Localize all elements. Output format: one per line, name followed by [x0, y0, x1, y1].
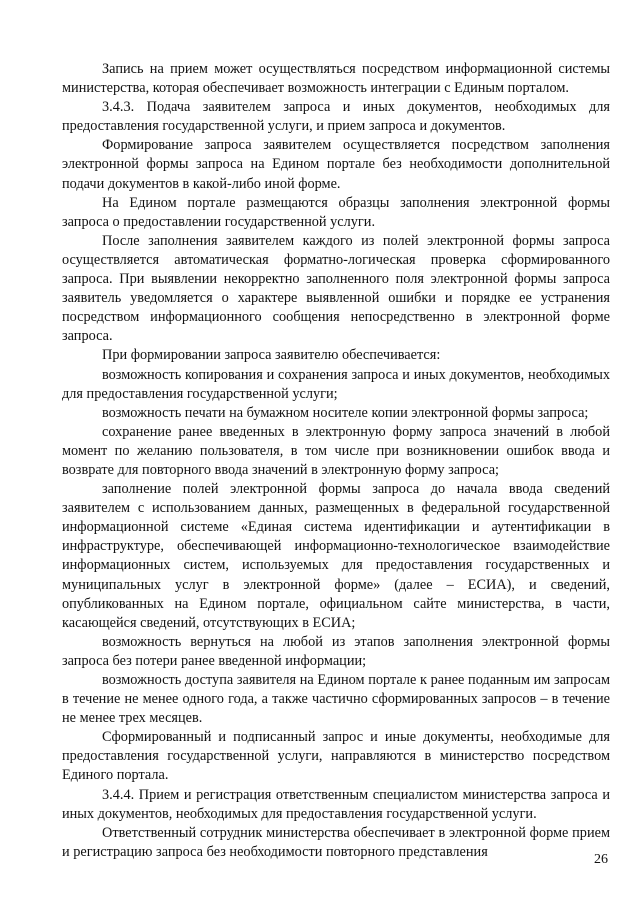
paragraph: возможность вернуться на любой из этапов заполнения электронной формы запроса без потери ранее введенной информации;	[62, 633, 610, 669]
paragraph: сохранение ранее введенных в электронную форму запроса значений в любой момент по желанию пользователя, в том числе при возникновении ошибок ввода и возврате для повторного ввода значений в электронную форму запроса;	[62, 423, 610, 478]
paragraph: Формирование запроса заявителем осуществляется посредством заполнения электронной формы запроса на Едином портале без необходимости дополнительной подачи документов в какой-либо иной форме.	[62, 137, 610, 192]
paragraph: возможность копирования и сохранения запроса и иных документов, необходимых для предоставления государственной услуги;	[62, 366, 610, 402]
paragraph: 3.4.4. Прием и регистрация ответственным специалистом министерства запроса и иных документов, необходимых для предоставления государственной услуги.	[62, 786, 610, 822]
paragraph: После заполнения заявителем каждого из полей электронной формы запроса осуществляется автоматическая форматно-логическая проверка сформированного запроса. При выявлении некорректно заполненного поля электронной формы запроса заявитель уведомляется о характере выявленной ошибки и порядке ее устранения посредством информационного сообщения непосредственно в электронной форме запроса.	[62, 232, 610, 345]
paragraph: 3.4.3. Подача заявителем запроса и иных документов, необходимых для предоставления государственной услуги, и прием запроса и документов.	[62, 99, 610, 135]
paragraph: Запись на прием может осуществляться посредством информационной системы министерства, которая обеспечивает возможность интеграции с Единым порталом.	[62, 61, 610, 97]
paragraph: На Едином портале размещаются образцы заполнения электронной формы запроса о предоставлении государственной услуги.	[62, 194, 610, 230]
paragraph: При формировании запроса заявителю обеспечивается:	[102, 347, 441, 364]
paragraph: Сформированный и подписанный запрос и иные документы, необходимые для предоставления государственной услуги, направляются в министерство посредством Единого портала.	[62, 729, 610, 784]
paragraph: заполнение полей электронной формы запроса до начала ввода сведений заявителем с использованием данных, размещенных в федеральной государственной информационной системе «Единая система идентификации и аутентификации в инфраструктуре, обеспечивающей информационно-технологическое взаимодействие информационных систем, используемых для предоставления государственных и муниципальных услуг в электронной форме» (далее – ЕСИА), и сведений, опубликованных на Едином портале, официальном сайте министерства, в части, касающейся сведений, отсутствующих в ЕСИА;	[62, 481, 610, 631]
paragraph: Ответственный сотрудник министерства обеспечивает в электронной форме прием и регистрацию запроса без необходимости повторного представления	[62, 824, 610, 860]
paragraph: возможность печати на бумажном носителе копии электронной формы запроса;	[102, 404, 589, 421]
document-body	[62, 60, 610, 862]
page-number: 26	[594, 852, 608, 867]
paragraph: возможность доступа заявителя на Едином портале к ранее поданным им запросам в течение не менее одного года, а также частично сформированных запросов – в течение не менее трех месяцев.	[62, 672, 610, 727]
